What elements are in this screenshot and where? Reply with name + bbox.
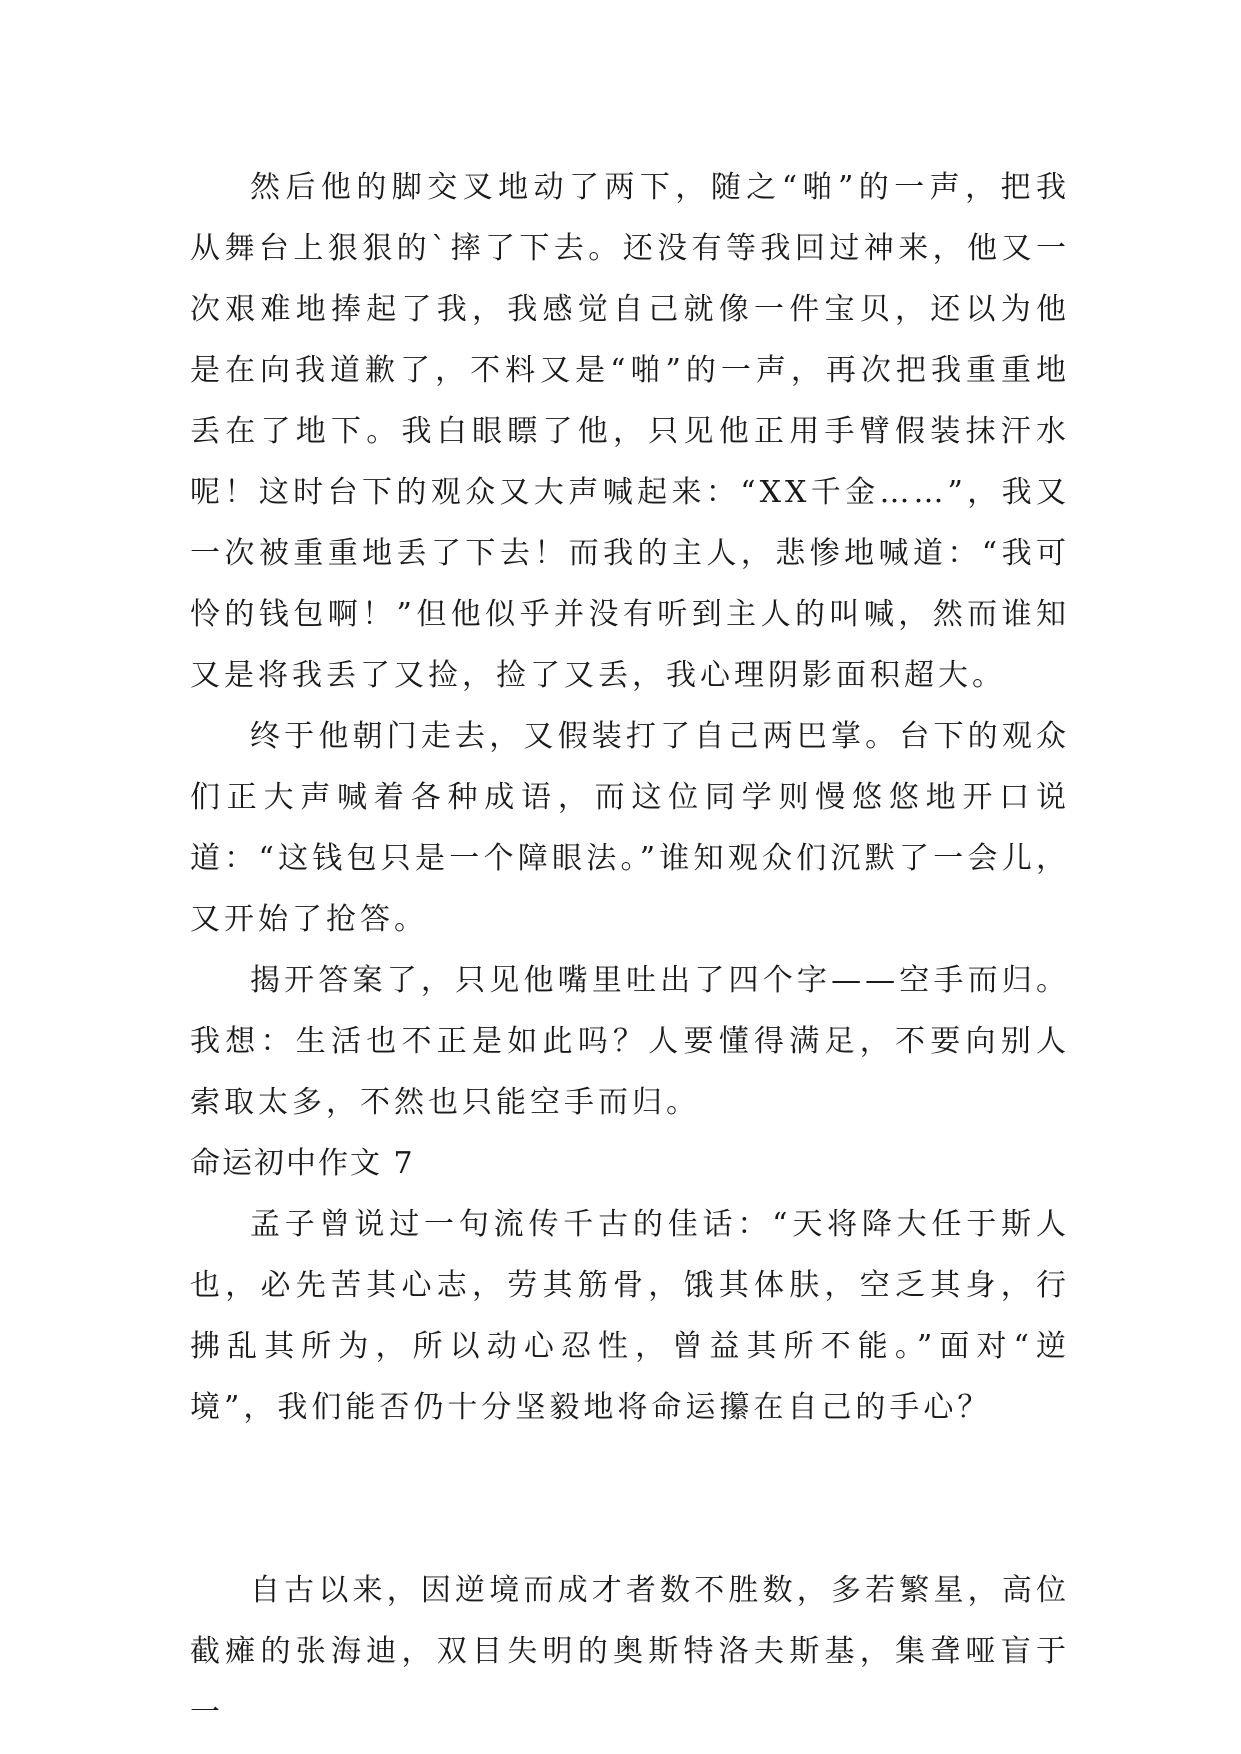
blank-gap [190,1438,1070,1560]
paragraph: 然后他的脚交叉地动了两下，随之“啪”的一声，把我从舞台上狠狠的`摔了下去。还没有等我回过神来，他又一次艰难地捧起了我，我感觉自己就像一件宝贝，还以为他是在向我道歉了，不料又是“啪”的一声，再次把我重重地丢在了地下。我白眼瞟了他，只见他正用手臂假装抹汗水呢！这时台下的观众又大声喊起来：“XX千金……”，我又一次被重重地丢了下去！而我的主人，悲惨地喊道：“我可怜的钱包啊！”但他似乎并没有听到主人的叫喊，然而谁知又是将我丢了又捡，捡了又丢，我心理阴影面积超大。 [190,170,1070,693]
paragraph: 孟子曾说过一句流传千古的佳话：“天将降大任于斯人也，必先苦其心志，劳其筋骨，饿其体肤，空乏其身，行拂乱其所为，所以动心忍性，曾益其所不能。”面对“逆境”，我们能否仍十分坚毅地将命运攥在自己的手心？ [190,1207,1070,1425]
document-body [190,157,1070,1743]
paragraph: 自古以来，因逆境而成才者数不胜数，多若繁星，高位截瘫的张海迪，双目失明的奥斯特洛夫斯基，集聋哑盲于一 [190,1573,1070,1730]
section-title: 命运初中作文 7 [190,1146,415,1181]
paragraph: 揭开答案了，只见他嘴里吐出了四个字——空手而归。我想：生活也不正是如此吗？人要懂得满足，不要向别人索取太多，不然也只能空手而归。 [190,963,1070,1120]
paragraph: 终于他朝门走去，又假装打了自己两巴掌。台下的观众们正大声喊着各种成语，而这位同学则慢悠悠地开口说道：“这钱包只是一个障眼法。”谁知观众们沉默了一会儿，又开始了抢答。 [190,719,1070,937]
